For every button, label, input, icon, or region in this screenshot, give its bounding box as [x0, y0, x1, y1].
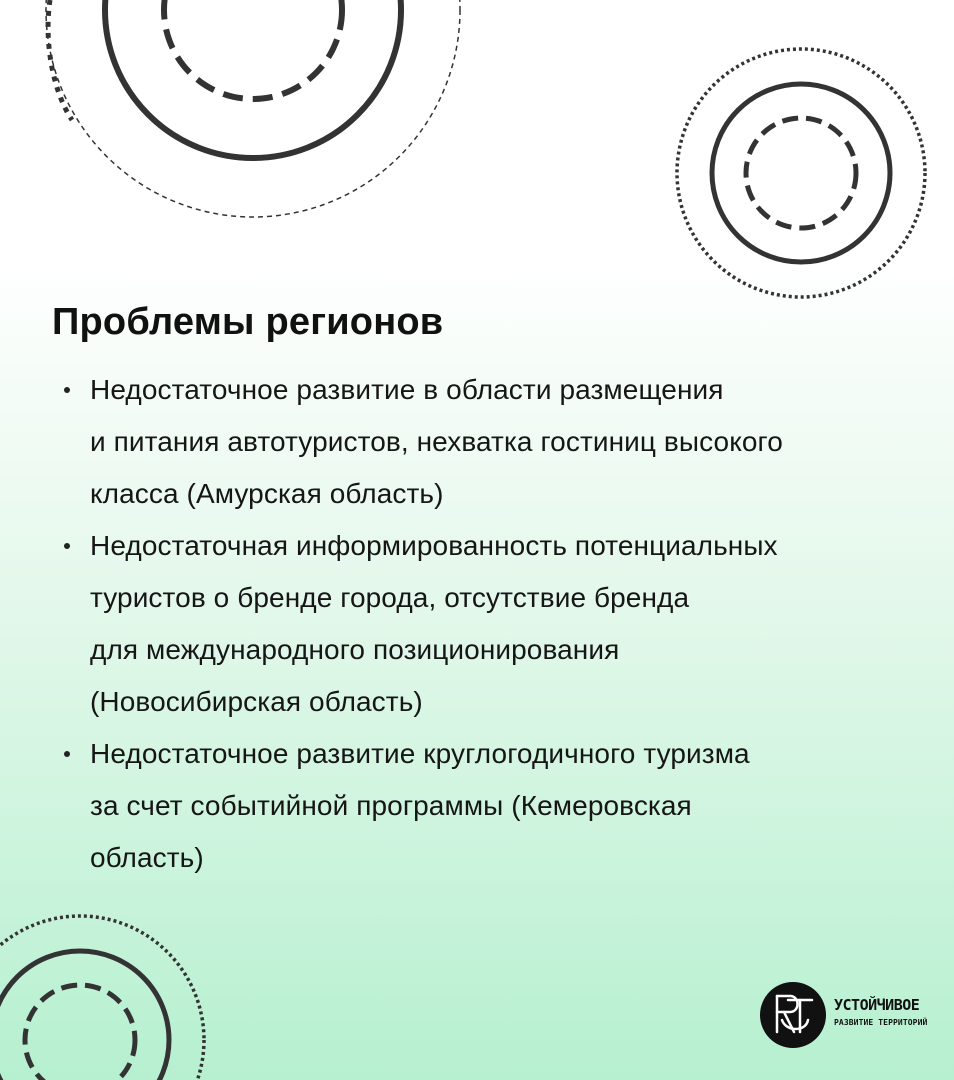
problem-item-3	[90, 728, 940, 884]
problem-line: область)	[90, 842, 204, 873]
page-title: Проблемы регионов	[52, 301, 444, 343]
problem-line: Недостаточная информированность потенциальных	[90, 530, 778, 561]
brand-logo-icon	[760, 982, 826, 1048]
problem-line: и питания автотуристов, нехватка гостиниц высокого	[90, 426, 783, 457]
top-right-solid-ring	[712, 84, 890, 262]
brand-logo-subtitle: РАЗВИТИЕ ТЕРРИТОРИЙ	[834, 1018, 928, 1027]
top-left-solid-ring	[105, 0, 401, 158]
brand-logo	[760, 982, 935, 1048]
problem-item-1	[90, 364, 940, 520]
top-right-inner-dashed-ring	[746, 118, 856, 228]
brand-logo-title: УСТОЙЧИВОЕ	[834, 996, 920, 1014]
problem-line: Недостаточное развитие круглогодичного туризма	[90, 738, 750, 769]
bottom-left-outer-dotted-ring	[0, 916, 204, 1080]
problems-list	[90, 364, 940, 884]
bullet-dot	[64, 543, 70, 549]
top-left-inner-dashed-ring	[164, 0, 342, 99]
problem-item-2	[90, 520, 940, 728]
decorative-circles-top-left	[46, 0, 460, 217]
decorative-circles-top-right	[677, 49, 925, 297]
decorative-circles-bottom-left	[0, 916, 204, 1080]
problem-line: туристов о бренде города, отсутствие бренда	[90, 582, 690, 613]
problem-line: для международного позиционирования	[90, 634, 620, 665]
bottom-left-inner-dashed-ring	[25, 985, 135, 1080]
problem-line: за счет событийной программы (Кемеровская	[90, 790, 692, 821]
bottom-left-solid-ring	[0, 951, 169, 1080]
bullet-dot	[64, 387, 70, 393]
bullet-dot	[64, 751, 70, 757]
problem-line: Недостаточное развитие в области размещения	[90, 374, 724, 405]
problem-line: (Новосибирская область)	[90, 686, 423, 717]
top-left-dotted-arc	[48, 0, 72, 120]
problem-line: класса (Амурская область)	[90, 478, 444, 509]
